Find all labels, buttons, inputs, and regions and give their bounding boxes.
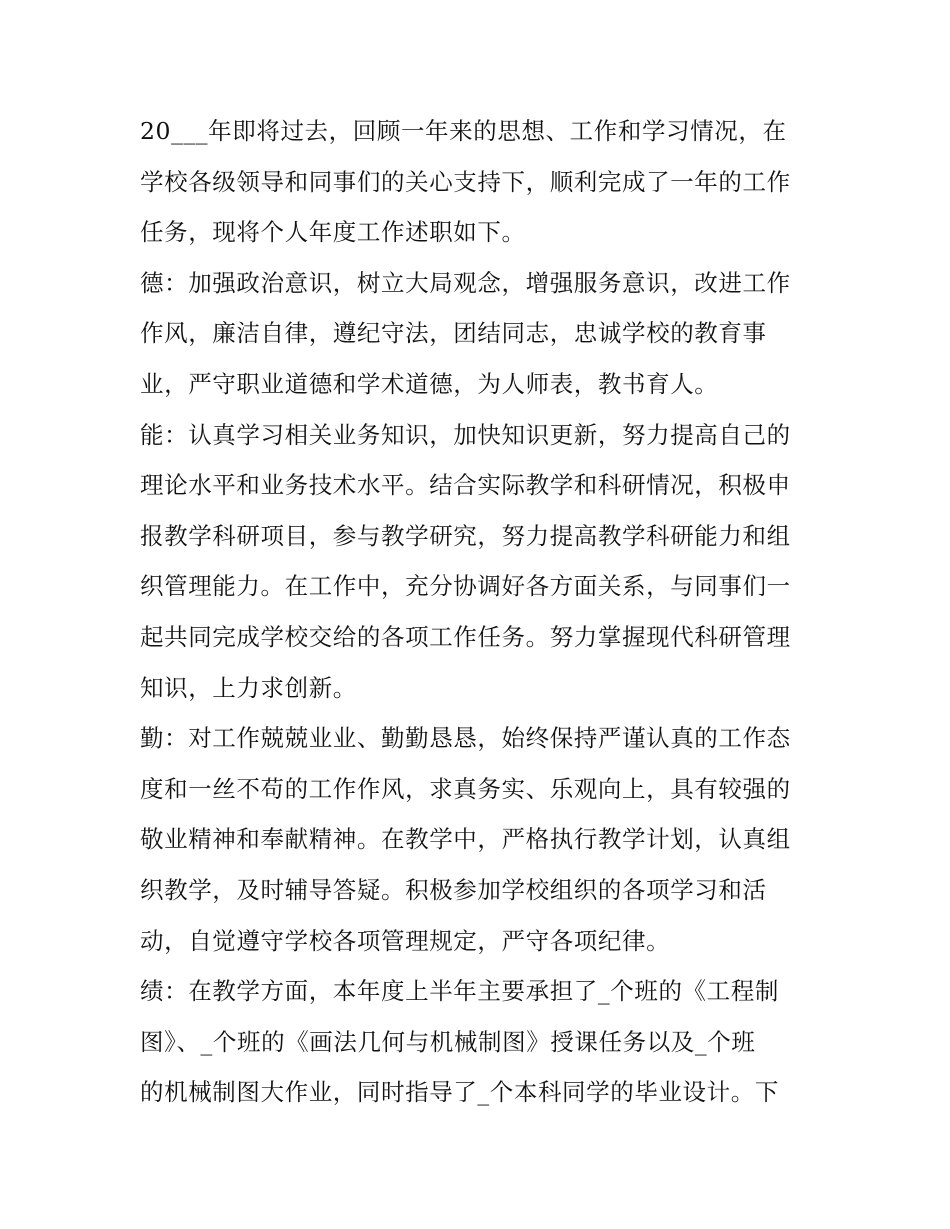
- text-line: 动，自觉遵守学校各项管理规定，严守各项纪律。: [140, 926, 671, 955]
- document-body: [140, 106, 820, 1118]
- text-line: 织教学，及时辅导答疑。积极参加学校组织的各项学习和活: [140, 875, 767, 904]
- text-line: 的机械制图大作业，同时指导了_个本科同学的毕业设计。下: [140, 1078, 779, 1107]
- text-line: 图》、_个班的《画法几何与机械制图》授课任务以及_个班: [140, 1027, 756, 1056]
- text-line: 德：加强政治意识，树立大局观念，增强服务意识，改进工作: [140, 268, 791, 297]
- text-line: 能：认真学习相关业务知识，加快知识更新，努力提高自己的: [140, 420, 791, 449]
- text-line: 作风，廉洁自律，遵纪守法，团结同志，忠诚学校的教育事: [140, 319, 767, 348]
- text-line: 敬业精神和奉献精神。在教学中，严格执行教学计划，认真组: [140, 825, 791, 854]
- text-line: 织管理能力。在工作中，充分协调好各方面关系，与同事们一: [140, 572, 791, 601]
- text-line: 勤：对工作兢兢业业、勤勤恳恳，始终保持严谨认真的工作态: [140, 724, 791, 753]
- text-line: 报教学科研项目，参与教学研究，努力提高教学科研能力和组: [140, 521, 791, 550]
- text-line: 知识，上力求创新。: [140, 673, 357, 702]
- text-line: 任务，现将个人年度工作述职如下。: [140, 218, 526, 247]
- text-line: 度和一丝不苟的工作作风，求真务实、乐观向上，具有较强的: [140, 774, 791, 803]
- text-line: 业，严守职业道德和学术道德，为人师表，教书育人。: [140, 369, 719, 398]
- text-line: 起共同完成学校交给的各项工作任务。努力掌握现代科研管理: [140, 622, 791, 651]
- text-line: 绩：在教学方面，本年度上半年主要承担了_个班的《工程制: [140, 977, 779, 1006]
- text-line: 学校各级领导和同事们的关心支持下，顺利完成了一年的工作: [140, 167, 791, 196]
- text-line: 20___年即将过去，回顾一年来的思想、工作和学习情况，在: [140, 117, 787, 145]
- text-line: 理论水平和业务技术水平。结合实际教学和科研情况，积极申: [140, 471, 791, 500]
